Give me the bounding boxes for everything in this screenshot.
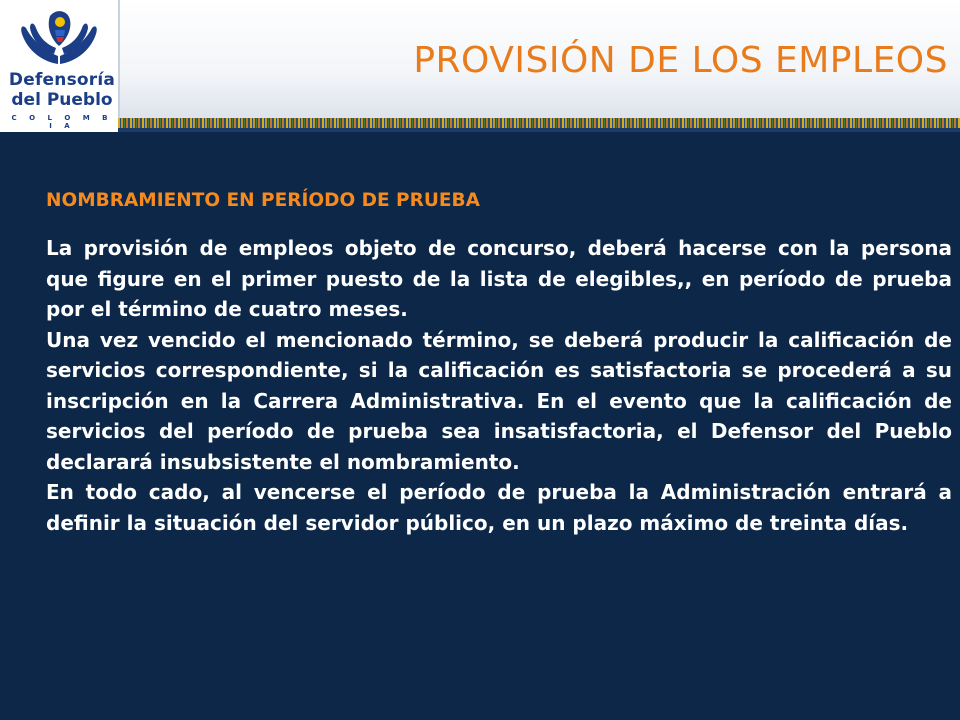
decorative-stripe xyxy=(118,110,960,132)
dove-hands-icon xyxy=(14,6,104,70)
paragraph-2: Una vez vencido el mencionado término, se deberá producir la calificación de servicios correspondiente, si la calificación es satisfactoria se procederá a su inscripción en la Carrera Administrativa. En el evento que la calificación de servicios del período de prueba sea insatisfactoria, el Defensor del Pueblo declarará insubsistente el nombramiento. xyxy=(46,327,952,474)
paragraph-3: En todo cado, al vencerse el período de prueba la Administración entrará a definir la situación del servidor público, en un plazo máximo de treinta días. xyxy=(46,480,952,535)
page-title: PROVISIÓN DE LOS EMPLEOS xyxy=(413,40,948,81)
paragraph-1: La provisión de empleos objeto de concurso, deberá hacerse con la persona que figure en el primer puesto de la lista de elegibles,, en período de prueba por el término de cuatro meses. xyxy=(46,236,952,321)
content xyxy=(46,190,952,538)
logo xyxy=(0,0,120,132)
logo-line-3: C O L O M B I A xyxy=(11,114,113,130)
logo-line-1: Defensoría xyxy=(8,70,116,90)
section-subtitle: NOMBRAMIENTO EN PERÍODO DE PRUEBA xyxy=(46,190,480,211)
logo-line-2: del Pueblo xyxy=(11,90,113,110)
header-band xyxy=(0,0,960,132)
